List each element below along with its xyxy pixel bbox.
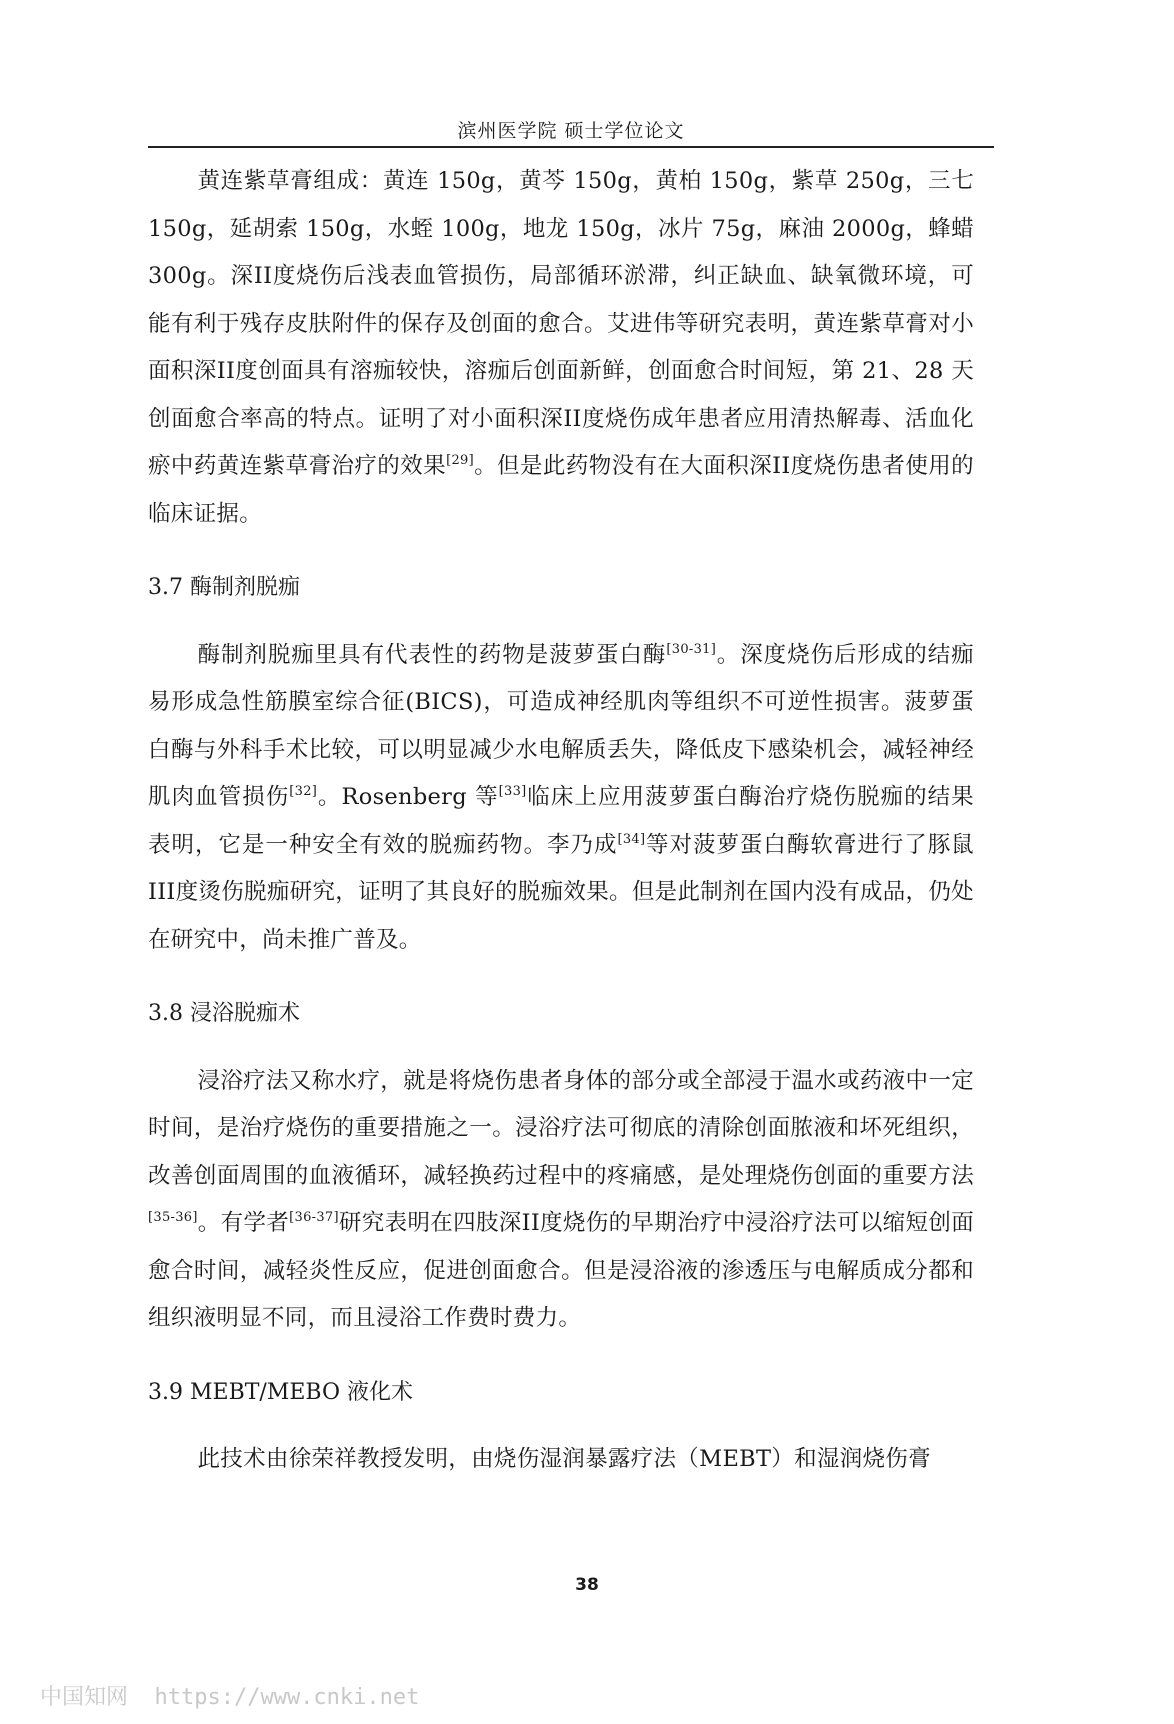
paragraph-text: 黄连紫草膏组成：黄连 150g，黄芩 150g，黄柏 150g，紫草 250g，三七 150g，延胡索 150g，水蛭 100g，地龙 150g，冰片 75g，麻油 2000g，蜂蜡 300g。深II度烧伤后浅表血管损伤，局部循环淤滞，纠正缺血、缺氧微环境，可能有利于残存皮肤附件的保存及创面的愈合。艾进伟等研究表明，黄连紫草膏对小面积深II度创面具有溶痂较快，溶痂后创面新鲜，创面愈合时间短，第 21、28 天创面愈合率高的特点。证明了对小面积深II度烧伤成年患者应用清热解毒、活血化瘀中药黄连紫草膏治疗的效果 xyxy=(148,168,974,479)
paragraph-text: 浸浴疗法又称水疗，就是将烧伤患者身体的部分或全部浸于温水或药液中一定时间，是治疗烧伤的重要措施之一。浸浴疗法可彻底的清除创面脓液和坏死组织，改善创面周围的血液循环，减轻换药过程中的疼痛感，是处理烧伤创面的重要方法 xyxy=(148,1067,974,1189)
header-rule xyxy=(148,146,994,148)
paragraph-text: 研究表明在四肢深II度烧伤的早期治疗中浸浴疗法可以缩短创面愈合时间，减轻炎性反应，促进创面愈合。但是浸浴液的渗透压与电解质成分都和组织液明显不同，而且浸浴工作费时费力。 xyxy=(148,1210,974,1331)
citation: [30-31] xyxy=(666,641,717,657)
citation: [36-37] xyxy=(289,1210,339,1225)
paragraph-text: 等对菠萝蛋白酶软膏进行了豚鼠III度烫伤脱痂研究，证明了其良好的脱痂效果。但是此制剂在国内没有成品，仍处在研究中，尚未推广普及。 xyxy=(148,831,974,953)
section-heading-3-8: 3.8 浸浴脱痂术 xyxy=(148,1001,300,1026)
citation: [32] xyxy=(289,784,318,799)
page-body xyxy=(148,158,974,1484)
paragraph-enzyme-debridement xyxy=(148,632,974,965)
citation: [33] xyxy=(498,784,527,799)
citation: [29] xyxy=(446,453,474,468)
paragraph-text: 临床上应用菠萝蛋白酶治疗烧伤脱痂的结果表明，它是一种安全有效的脱痂药物。李乃成 xyxy=(148,784,974,858)
page-number: 38 xyxy=(575,1575,599,1595)
paragraph-mebt-mebo xyxy=(148,1436,974,1484)
paragraph-huanglian-ointment xyxy=(148,158,974,538)
citation: [34] xyxy=(617,831,646,847)
cnki-watermark: 中国知网 https://www.cnki.net xyxy=(40,1685,420,1710)
paragraph-text: 酶制剂脱痂里具有代表性的药物是菠萝蛋白酶 xyxy=(197,641,667,668)
paragraph-text: 。深度烧伤后形成的结痂易形成急性筋膜室综合征(BICS)，可造成神经肌肉等组织不可逆性损害。菠萝蛋白酶与外科手术比较，可以明显减少水电解质丢失，降低皮下感染机会，减轻神经肌肉血管损伤 xyxy=(148,641,974,810)
paragraph-text: 。但是此药物没有在大面积深II度烧伤患者使用的临床证据。 xyxy=(148,453,974,527)
paragraph-text: 。Rosenberg 等 xyxy=(317,784,499,810)
paragraph-text: 此技术由徐荣祥教授发明，由烧伤湿润暴露疗法（MEBT）和湿润烧伤膏 xyxy=(197,1446,931,1472)
paragraph-bath-debridement xyxy=(148,1058,974,1343)
section-heading-3-7: 3.7 酶制剂脱痂 xyxy=(148,575,300,600)
paragraph-text: 。有学者 xyxy=(197,1210,290,1236)
page-header-title: 滨州医学院 硕士学位论文 xyxy=(457,120,685,142)
citation: [35-36] xyxy=(148,1210,198,1225)
section-heading-3-9: 3.9 MEBT/MEBO 液化术 xyxy=(148,1379,414,1405)
